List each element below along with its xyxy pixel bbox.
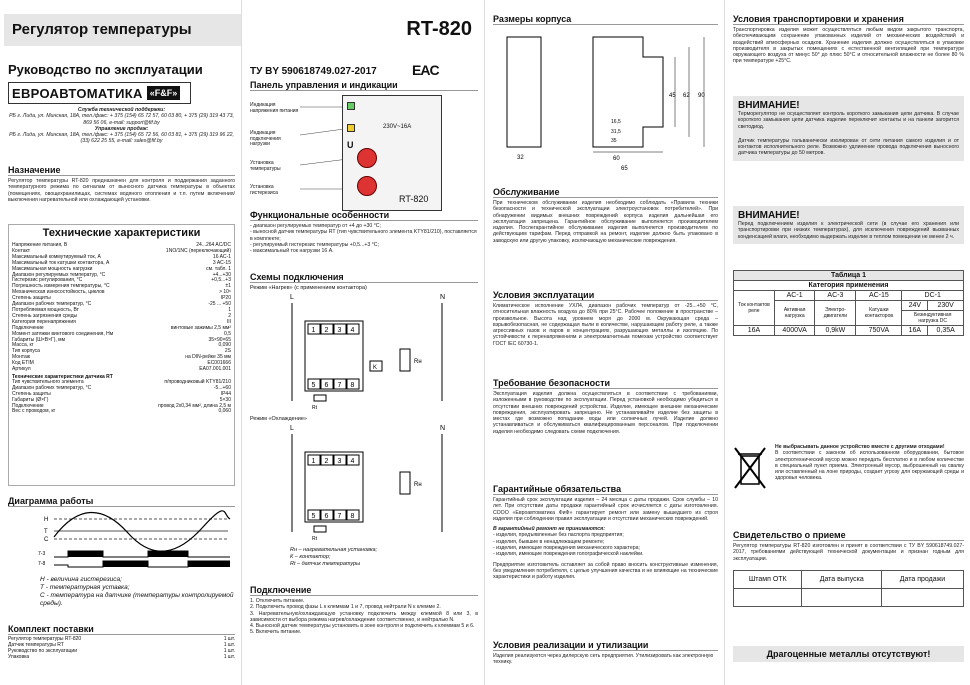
sensor-spec-label: Тип чувствительного элемента <box>12 378 84 385</box>
dim-62: 62 <box>683 93 690 99</box>
heat-l-label: L <box>290 294 294 301</box>
diagram-title: Диаграмма работы <box>8 496 235 507</box>
dim-32: 32 <box>517 155 524 161</box>
spec-value: > 10⁶ <box>219 289 231 296</box>
spec-value: 0,090 <box>218 342 231 349</box>
dc-24v: 24V <box>902 301 928 311</box>
sensor-spec-label: Вес с проводом, кг <box>12 408 56 415</box>
table1-rowhead: Ток контактов реле <box>734 291 775 326</box>
col-ac3: AC-3 <box>815 291 856 301</box>
heat-terminals <box>308 324 359 389</box>
sensor-spec-label: Степень защиты <box>12 390 51 397</box>
terminal-number: 3 <box>337 327 342 334</box>
contact-73-on-1 <box>68 551 103 557</box>
spec-label: Монтаж <box>12 354 31 361</box>
specs-title: Технические характеристики <box>42 227 201 239</box>
sensor-spec-label: Подключение <box>12 402 44 409</box>
operation-title: Условия эксплуатации <box>493 290 718 301</box>
terminal-number: 5 <box>311 382 316 389</box>
kit-value: 1 шт. <box>223 653 235 660</box>
spec-value: +4...+30 <box>212 271 231 278</box>
contact-73-on-2 <box>148 551 188 557</box>
connect-step: 5. Включить питание. <box>250 629 302 636</box>
service-section <box>493 187 718 244</box>
terminal-number: 7 <box>337 513 342 520</box>
dims-front-view <box>507 37 541 147</box>
disposal-text: В соответствии с законом об использованном оборудовании, бытовое электротехнический мусор можно передать бесплатно и в любом количестве в специальный пункт приема. Электронный мусор, выброшенный на свалку или оставленный на лоне природы, создает угрозу для окружающей среды и здоровья человека. <box>775 450 964 482</box>
schemes-title: Схемы подключения <box>250 272 478 283</box>
cool-rn-label: Rн <box>414 482 422 488</box>
scheme-legend <box>250 547 478 568</box>
legend-h: H - величина гистерезиса; <box>40 576 122 583</box>
transport-section <box>733 14 964 65</box>
u-symbol: U <box>347 140 354 150</box>
heat-rn <box>400 349 410 371</box>
service-text2: При техническом обслуживании изделия необходимо соблюдать «Правила техники безопасности и технической эксплуатации электроустановок потребителей». При обнаружении видимых внешних повреждений корпуса изделия дальнейшая его эксплуатация запрещена. Гарантийное обслуживание выполняется производителем изделия. Послегарантийное обслуживание изделия выполняется производителем по действующим тарифам. Перед отправкой на ремонт, изделие должно быть упаковано в заводскую или другую упаковку, исключающую механические повреждения. <box>493 200 718 244</box>
purpose-text: Регулятор температуры RT-820 предназначен для контроля и поддержания заданного температурного режима по сигналам от выносного датчика температуры в объектах (помещениях, овощехранилищах, системах водяного отопления и т.п. путем включения/выключения нагревательной или охлаждающей установки. <box>8 178 235 203</box>
terminal-number: 7 <box>337 382 342 389</box>
sig-sale-cell <box>881 588 963 606</box>
sale-text: Изделия реализуются через дилерскую сеть предприятия. Утилизировать как электронную технику. <box>493 653 714 666</box>
kit-value: 1 шт. <box>223 647 235 654</box>
operation-section <box>493 290 718 347</box>
sub-dc: Безиндуктивная нагрузка DC <box>902 311 964 326</box>
connect-step: 1. Отключить питание. <box>250 598 305 604</box>
sensor-spec-value: провод 2х0,34 мм², длина 2,5 м <box>158 402 231 409</box>
logo-text: ЕВРОАВТОМАТИКА <box>12 85 143 101</box>
terminal-number: 8 <box>350 382 355 389</box>
load-led <box>347 124 355 132</box>
warning2-text: Перед подключением изделия к электрической сети (в случае его хранения или транспортировки при низких температурах), для исключения повреждений вызванных конденсацией влаги, необходимо выдержать изделие в теплом помещении не менее 2 ч. <box>738 221 959 240</box>
sub-motors: Электро-двигатели <box>815 301 856 326</box>
spec-value: ±1 <box>225 283 231 290</box>
device-front <box>342 95 442 211</box>
spec-label: Подключение <box>12 324 44 331</box>
spec-label: Момент затяжки винтового соединения, Нм <box>12 330 114 337</box>
val-ac3: 0,9kW <box>815 326 856 336</box>
logo <box>8 82 191 104</box>
specs-section <box>8 224 235 486</box>
kit-table <box>8 637 235 661</box>
transport-title: Условия транспортировки и хранения <box>733 14 964 25</box>
logo-badge: «F&F» <box>147 86 181 100</box>
diagram-label-t: T <box>44 529 48 535</box>
spec-value: 2 <box>228 312 231 319</box>
features-section <box>250 210 478 254</box>
cool-scheme <box>250 422 475 542</box>
spec-label: Габариты (Ш×В×Г), мм <box>12 336 66 343</box>
spec-value: 35×90×65 <box>208 336 231 343</box>
spec-label: Погрешность измерения температуры, °С <box>12 283 110 290</box>
purpose-section <box>8 165 235 203</box>
spec-label: Масса, кг <box>12 342 34 349</box>
panel-back-right <box>725 0 970 685</box>
kit-label: Датчик температуры RT <box>8 641 64 648</box>
val-current: 16A <box>734 326 775 336</box>
spec-value: EA07.001.001 <box>199 366 231 373</box>
sensor-spec-value: п/проводниковый KTY81/210 <box>164 378 231 385</box>
scheme-legend-item: К – контактор; <box>290 554 331 560</box>
val-dc230: 0,35A <box>928 326 964 336</box>
heat-rt <box>314 395 326 401</box>
spec-value: 0,5 <box>224 330 231 337</box>
terminal-number: 5 <box>311 513 316 520</box>
terminal-number: 4 <box>350 327 355 334</box>
panel-back-left <box>485 0 725 685</box>
operation-text: Климатическое исполнение УХЛ4, диапазон рабочих температур от -25...+50 °С, относительная влажность воздуха до 80% при 25°С. Рабочее положение в пространстве – произвольное. Высота над уровнем моря до 2000 м. Окружающая среда – взрывобезопасная, не содержащая пыли в количестве, нарушающем работу реле, а также агрессивных газов и паров в концентрациях, разрушающих металлы и изоляцию. По устойчивости к перенапряжениям и электромагнитным помехам устройство соответствует ГОСТ IEC 60730-1. <box>493 303 718 347</box>
spec-label: Диапазон рабочих температур, °С <box>12 301 92 308</box>
table1-section <box>733 270 964 336</box>
noservice-item: - изделия, имеющие повреждения механического характера; <box>493 545 640 552</box>
purpose-title: Назначение <box>8 165 235 176</box>
sale-section <box>493 640 718 666</box>
control-panel-title: Панель управления и индикации <box>250 80 478 91</box>
sale-title: Условия реализации и утилизации <box>493 640 718 651</box>
warning-box-1 <box>733 96 964 161</box>
connect-step: 2. Подключить провод фазы L к клеммам 1 и 7, провод нейтрали N к клемме 2. <box>250 604 441 611</box>
feature-item: - максимальный ток нагрузки 16 А. <box>250 248 334 255</box>
val-dc24: 16A <box>902 326 928 336</box>
feature-item: - выносной датчик температуры RT (тип чувствительного элемента KTY81/210), поставляется в комплекте; <box>250 229 477 242</box>
col-ac15: AC-15 <box>856 291 902 301</box>
dims-section <box>493 14 718 182</box>
spec-value: 1 <box>228 306 231 313</box>
warning1-text: Терморегулятор не осуществляет контроль короткого замыкания цепи датчика. В случае короткого замыкания цепи датчика изделие переключит контакты и на панели загорится светодиод. <box>738 111 959 130</box>
scheme-legend-item: Rн – нагревательная установка; <box>290 547 378 553</box>
spec-label: Степень загрязнения среды <box>12 312 78 319</box>
terminal-number: 8 <box>350 513 355 520</box>
schemes-section <box>250 272 478 568</box>
spec-label: Напряжение питания, В <box>12 242 68 248</box>
spec-row <box>12 367 231 373</box>
heat-rn-label: Rн <box>414 359 422 365</box>
safety-section <box>493 378 718 435</box>
spec-label: Потребляемая мощность, Вт <box>12 306 79 313</box>
noservice-item: - изделия, предъявленные без паспорта предприятия; <box>493 532 624 539</box>
spec-label: Гистерезис регулирования, °С <box>12 277 83 284</box>
dim-45: 45 <box>669 93 676 99</box>
safety-title: Требование безопасности <box>493 378 718 389</box>
spec-value: 1NO/1NC (переключающий) <box>165 247 231 254</box>
spec-value: EC001666 <box>207 360 231 367</box>
kit-label: Упаковка <box>8 653 30 660</box>
heat-scheme <box>250 291 475 411</box>
cool-rt <box>314 526 326 532</box>
accept-section <box>733 530 964 607</box>
dc-230v: 230V <box>928 301 964 311</box>
spec-value: 3 AC-15 <box>212 259 231 266</box>
terminal-number: 1 <box>311 327 316 334</box>
noservice-item: - изделия, имеющие повреждения голографической наклейки. <box>493 551 644 558</box>
leader-2 <box>300 129 344 135</box>
sensor-spec-label: Габариты (Ø×Г) <box>12 396 49 403</box>
warranty-text: Гарантийный срок эксплуатации изделия – 24 месяца с даты продажи. Срок службы – 10 лет. При отсутствии даты продажи гарантийный срок исчисляется с даты изготовления. СООО «Евроавтоматика ФиФ» гарантирует ремонт или замену вышедшего из строя изделия при соблюдении правил эксплуатации и отсутствии механических повреждений. <box>493 497 718 522</box>
connect-step: 4. Выносной датчик температуры установить в зоне контроля и подключить к клеммам 5 и 6. <box>250 623 475 630</box>
warning2-title: ВНИМАНИЕ! <box>738 210 800 221</box>
manual-section <box>8 62 235 145</box>
header-bar-right <box>242 14 480 46</box>
warning-box-2 <box>733 206 964 244</box>
feature-item: - диапазон регулируемых температур от +4 до +30 °С; <box>250 223 381 229</box>
kit-section <box>8 624 235 661</box>
spec-label: Контакт <box>12 247 31 254</box>
spec-label: Максимальный коммутируемый ток, А <box>12 253 101 260</box>
cool-n-label: N <box>440 425 446 432</box>
sensor-spec-value: -5...+60 <box>213 384 231 391</box>
page-title: Регулятор температуры <box>12 21 192 38</box>
dims-side-view <box>593 37 663 147</box>
dim-315: 31,5 <box>611 129 621 135</box>
spec-value: на DIN-рейке 35 мм <box>185 354 231 361</box>
table-1 <box>733 270 964 336</box>
accept-title: Свидетельство о приеме <box>733 530 964 541</box>
accept-text: Регулятор температуры RT-820 изготовлен и принят в соответствии с ТУ BY 590618749.027-2017, требованиями действующей технической документации и признан годным для эксплуатации. <box>733 543 964 562</box>
connect-step: 3. Нагревательную/охлаждающую установку подключить между клеммой 8 или 3, в зависимости от выбора режима нагрев/охлаждение соответственно, и нейтралью N. <box>250 610 478 623</box>
device-label: RT-820 <box>399 194 429 204</box>
spec-label: Тип корпуса <box>12 348 40 355</box>
contact-78-on-1 <box>103 561 148 567</box>
dim-165: 16,5 <box>611 119 621 125</box>
contact-78-on-2 <box>188 561 230 567</box>
spec-value: III <box>226 318 231 325</box>
heat-k-label: K <box>373 365 378 371</box>
label-hyst-knob: Установка гистерезиса <box>250 184 278 196</box>
val-ac1: 4000VA <box>774 326 814 336</box>
terminal-number: 1 <box>311 458 316 465</box>
device-rating: 230V~16A <box>383 124 412 130</box>
table1-category: Категория применения <box>734 281 964 291</box>
spec-value: -25 ... +50 <box>208 301 231 308</box>
dim-60: 60 <box>613 156 620 162</box>
diagram-label-c: C <box>44 537 49 543</box>
sig-stamp: Штамп ОТК <box>734 570 802 588</box>
diagram-label-78: 7-8 <box>38 561 46 567</box>
noservice-title: В гарантийный ремонт не принимаются: <box>493 526 605 533</box>
sensor-title: Технические характеристики датчика RT <box>12 373 113 380</box>
cool-mode-title: Режим «Охлаждение» <box>250 416 307 422</box>
dims-drawing <box>493 27 718 177</box>
leader-3 <box>300 159 348 165</box>
specs-table <box>12 243 231 373</box>
warning1-text2: Датчик температуры гальванически изолирован от сети питания самого изделия и от контактов исполнительного реле. Возможно удлинение провода подключения выносного датчика температуры до 50 метров. <box>738 137 959 157</box>
power-led <box>347 102 355 110</box>
legend-t: T - температурная уставка; <box>40 584 130 591</box>
spec-value: +0,5...+3 <box>211 277 231 284</box>
val-ac15: 750VA <box>856 326 902 336</box>
eac-mark: EAC <box>412 62 439 78</box>
spec-label: Категория перенапряжения <box>12 318 76 325</box>
sensor-spec-row <box>12 409 231 415</box>
legend-c: C - температура на датчике (температуры контролируемой среды). <box>40 592 234 607</box>
disposal-section <box>733 444 964 494</box>
heat-mode-title: Режим «Нагрев» (с применением контактора) <box>250 285 367 291</box>
spec-label: Максимальный ток катушки контактора, А <box>12 259 110 266</box>
service-text: РБ г. Лида, ул. Минская, 18А, тел./факс: + 375 (154) 65 72 57, 60 03 80, + 375 (29) 319 43 73, 869 56 06, e-mail: support@fif.by <box>9 113 234 126</box>
spec-label: Код ETIM <box>12 360 34 367</box>
spec-value: 24...264 AC/DC <box>196 242 231 248</box>
warranty-title: Гарантийные обязательства <box>493 484 718 495</box>
spec-label: Механическая износостойкость, циклов <box>12 289 105 296</box>
connect-title: Подключение <box>250 585 478 596</box>
model-title: RT-820 <box>406 18 472 40</box>
terminal-number: 2 <box>324 458 329 465</box>
service-title2: Обслуживание <box>493 187 718 198</box>
spec-value: винтовые зажимы 2,5 мм² <box>170 324 231 331</box>
safety-text: Эксплуатация изделия должна осуществляться в соответствии с требованиями, изложенными в руководстве по эксплуатации. Перед установкой необходимо убедиться в отсутствии внешних повреждений устройства. Изделие, имеющее внешние механические повреждения, эксплуатировать запрещено. Не устанавливайте изделие без защиты в местах где возможно попадание воды или солнечных лучей. Изделие должно устанавливаться и обслуживаться квалифицированным персоналом. При подключении изделия необходимо следовать схеме подключения. <box>493 391 718 435</box>
sig-stamp-cell <box>734 588 802 606</box>
kit-title: Комплект поставки <box>8 624 235 635</box>
cool-terminals <box>308 455 359 520</box>
diagram-section <box>8 496 235 608</box>
terminal-number: 6 <box>324 382 329 389</box>
sig-release-cell <box>802 588 881 606</box>
spec-value: 2S <box>224 348 231 355</box>
warranty-section <box>493 484 718 581</box>
col-ac1: AC-1 <box>774 291 814 301</box>
manual-title: Руководство по эксплуатации <box>8 62 203 77</box>
diagram-label-73: 7-3 <box>38 551 46 557</box>
dim-90: 90 <box>698 93 705 99</box>
signature-table <box>733 570 964 607</box>
terminal-number: 4 <box>350 458 355 465</box>
panel-front-right <box>242 0 485 685</box>
features-title: Функциональные особенности <box>250 210 478 221</box>
noservice-list <box>493 532 718 557</box>
label-temp-knob: Установка температуры <box>250 160 281 172</box>
tu-text: ТУ BY 590618749.027-2017 <box>250 66 377 77</box>
diagram-legend <box>8 576 235 608</box>
diagram-label-h: H <box>44 517 49 523</box>
sig-release: Дата выпуска <box>802 570 881 588</box>
terminal-number: 2 <box>324 327 329 334</box>
heat-rt-label: Rt <box>312 405 317 411</box>
sensor-spec-value: IP44 <box>220 390 231 397</box>
spec-label: Диапазон регулируемых температур, °С <box>12 271 106 278</box>
spec-value: см. табл. 1 <box>206 265 231 272</box>
rights-text: Предприятие изготовитель оставляет за собой право вносить конструктивные изменения, без уведомления потребителя, с целью улучшения качества и не влияющие на технические характеристики и работу изделия. <box>493 561 718 581</box>
mgmt-text: РБ г. Лида, ул. Минская, 18А, тел./факс: + 375 (154) 65 72 56, 60 03 81, + 375 (29) 319 96 22, (33) 622 25 55, e-mail: sales@fif.by <box>9 132 234 145</box>
operation-diagram <box>8 509 233 571</box>
label-power-led: Индикация напряжения питания <box>250 102 299 114</box>
kit-value: 1 шт. <box>223 641 235 648</box>
terminal-number: 6 <box>324 513 329 520</box>
sensor-table <box>12 380 231 415</box>
header-bar <box>4 14 242 46</box>
control-panel-section <box>250 80 478 213</box>
sensor-spec-value: 5×30 <box>219 396 231 403</box>
sensor-spec-value: 0,060 <box>218 408 231 415</box>
sub-active: Активная нагрузка <box>774 301 814 326</box>
col-dc1: DC-1 <box>902 291 964 301</box>
feature-item: - регулируемый гистерезис температуры +0,5...+3 °С; <box>250 241 379 248</box>
heat-n-label: N <box>440 294 446 301</box>
kit-value: 1 шт. <box>223 636 235 642</box>
transport-text: Транспортировка изделия может осуществляться любым видом закрытого транспорта, обеспечивающим сохранение упакованных изделий от механических воздействий и воздействий атмосферных осадков. Хранение изделия должно осуществляться в упаковке производителя в закрытых помещениях с естественной вентиляцией при температуре окружающего воздуха от минус 50° до плюс 50°С и относительной влажности не более 80 % при температуре +25°С. <box>733 27 964 65</box>
disposal-title: Не выбрасывать данное устройство вместе с другими отходами! <box>775 444 945 450</box>
connect-list <box>250 598 478 636</box>
kit-label: Регулятор температуры RT-820 <box>8 636 82 642</box>
temperature-knob[interactable] <box>357 148 377 168</box>
spec-label: Степень защиты <box>12 295 51 302</box>
spec-label: Артикул <box>12 366 31 373</box>
hysteresis-knob[interactable] <box>357 176 377 196</box>
cool-rt-label: Rt <box>312 536 317 542</box>
label-load-led: Индикация подключения нагрузки <box>250 130 281 147</box>
warning1-title: ВНИМАНИЕ! <box>738 100 800 111</box>
cool-l-label: L <box>290 425 294 432</box>
panel-front-left <box>0 0 242 685</box>
connect-section <box>250 585 478 636</box>
mgmt-title: Управление продаж: <box>94 125 149 132</box>
spec-value: 16 AC-1 <box>212 253 231 260</box>
terminal-number: 3 <box>337 458 342 465</box>
spec-label: Максимальная мощность нагрузки <box>12 265 93 272</box>
dims-title: Размеры корпуса <box>493 14 718 25</box>
features-list <box>250 223 478 254</box>
dim-35: 35 <box>611 138 617 144</box>
kit-label: Руководство по эксплуатации <box>8 647 77 654</box>
sub-coils: Катушки контакторов <box>856 301 902 326</box>
table1-title: Таблица 1 <box>734 271 964 281</box>
sig-sale: Дата продажи <box>881 570 963 588</box>
recycle-bin-icon <box>733 444 767 494</box>
noservice-item: - изделия, бывшие в ненадлежащем ремонте; <box>493 538 605 545</box>
cool-rn <box>400 472 410 494</box>
spec-value: IP20 <box>220 295 231 302</box>
scheme-legend-item: Rt – датчик температуры <box>290 561 361 567</box>
dim-65: 65 <box>621 166 628 172</box>
service-title: Служба технической поддержки: <box>77 107 166 113</box>
footer-note: Драгоценные металлы отсутствуют! <box>733 646 964 662</box>
kit-row <box>8 655 235 661</box>
sensor-spec-label: Диапазон рабочих температур, °С <box>12 384 92 391</box>
